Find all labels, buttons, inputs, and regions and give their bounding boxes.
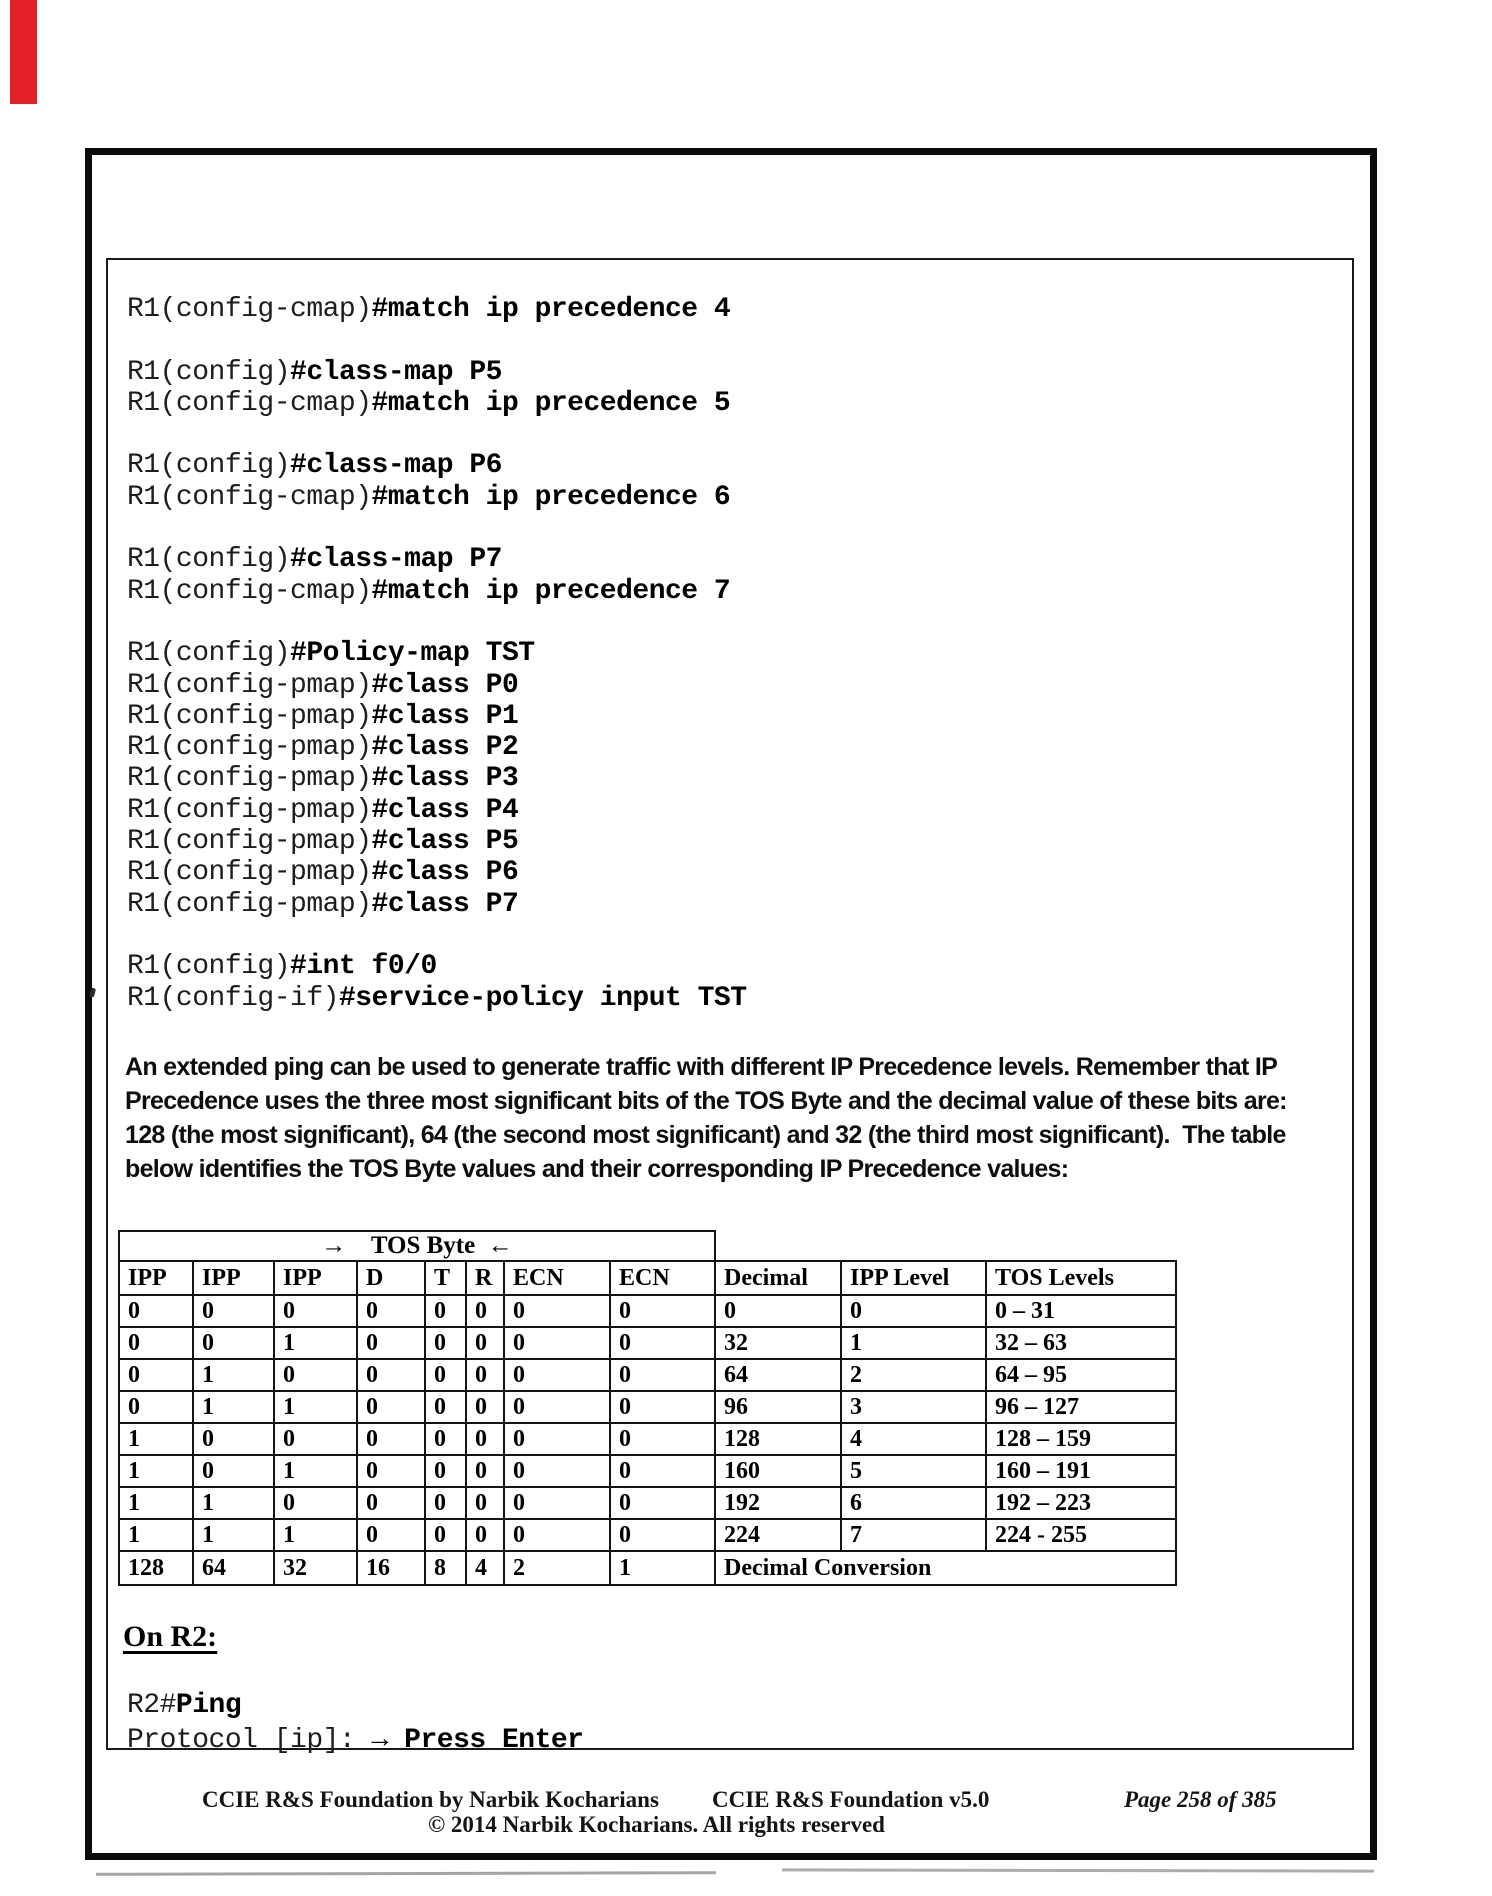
cli-line	[127, 325, 747, 356]
bit-cell: 0	[504, 1391, 610, 1423]
bit-cell: 0	[357, 1487, 425, 1519]
bit-cell: 0	[357, 1423, 425, 1455]
header-cell: ECN	[610, 1261, 715, 1295]
bit-cell: 0	[504, 1519, 610, 1551]
table-row	[119, 1359, 1176, 1391]
table-row	[119, 1327, 1176, 1359]
table-row	[119, 1391, 1176, 1423]
bit-cell: 1	[274, 1455, 357, 1487]
header-cell: ECN	[504, 1261, 610, 1295]
value-cell: 0 – 31	[986, 1295, 1176, 1327]
banner-spacer-cell	[715, 1231, 1176, 1261]
bit-cell: 0	[610, 1455, 715, 1487]
bit-cell: 1	[274, 1327, 357, 1359]
bit-cell: 0	[193, 1423, 274, 1455]
cli-output-top	[127, 294, 747, 1014]
bit-cell: 0	[466, 1455, 504, 1487]
bit-cell: 0	[274, 1295, 357, 1327]
value-cell: 96 – 127	[986, 1391, 1176, 1423]
cli-prompt-text: R1(config-cmap)	[127, 481, 372, 513]
bit-cell: 1	[193, 1391, 274, 1423]
bit-cell: 0	[274, 1487, 357, 1519]
bit-weight-cell: 2	[504, 1551, 610, 1585]
footer-version: CCIE R&S Foundation v5.0	[712, 1787, 990, 1812]
paragraph-line: below identifies the TOS Byte values and their corresponding IP Precedence values:	[125, 1155, 1069, 1183]
bit-cell: 0	[610, 1391, 715, 1423]
bit-cell: 0	[504, 1423, 610, 1455]
table-row	[119, 1455, 1176, 1487]
bit-cell: 0	[610, 1327, 715, 1359]
cli-prompt-text: R1(config-pmap)	[127, 700, 372, 732]
bit-cell: 0	[357, 1359, 425, 1391]
table-row	[119, 1423, 1176, 1455]
bit-cell: 0	[425, 1391, 466, 1423]
console-output-box	[106, 258, 1354, 1756]
cli-line	[127, 638, 747, 669]
value-cell: 2	[841, 1359, 986, 1391]
cli-line	[127, 294, 747, 325]
bit-cell: 0	[357, 1455, 425, 1487]
value-cell: 160	[715, 1455, 841, 1487]
cli-line	[127, 1688, 584, 1723]
bit-cell: 0	[425, 1359, 466, 1391]
cli-command-text: #class P7	[371, 888, 519, 920]
paragraph-line: 128 (the most significant), 64 (the second most significant) and 32 (the third most significant). The table	[125, 1121, 1286, 1149]
bit-cell: 0	[610, 1359, 715, 1391]
cli-line	[127, 951, 747, 982]
cli-line	[127, 763, 747, 794]
cli-prompt-text: R1(config-pmap)	[127, 826, 372, 858]
cli-prompt-text: R1(config-pmap)	[127, 763, 372, 795]
bit-cell: 0	[425, 1455, 466, 1487]
section-heading-text: On R2:	[123, 1620, 218, 1653]
tos-byte-banner-row	[119, 1231, 1176, 1261]
bit-cell: 0	[274, 1359, 357, 1391]
cli-line	[127, 357, 747, 388]
value-cell: 128 – 159	[986, 1423, 1176, 1455]
cli-command-text: #Policy-map TST	[290, 638, 535, 670]
cli-line	[127, 388, 747, 419]
bit-cell: 0	[466, 1359, 504, 1391]
value-cell: 32	[715, 1327, 841, 1359]
bit-cell: 0	[504, 1327, 610, 1359]
red-bookmark-tab	[10, 0, 37, 104]
cli-line	[127, 419, 747, 450]
paragraph-line: Precedence uses the three most significant bits of the TOS Byte and the decimal value of these bits are:	[125, 1087, 1287, 1115]
value-cell: 96	[715, 1391, 841, 1423]
value-cell: 1	[841, 1327, 986, 1359]
bit-cell: 1	[274, 1391, 357, 1423]
cli-line	[127, 576, 747, 607]
tos-byte-table	[118, 1230, 1177, 1586]
paragraph-line: An extended ping can be used to generate traffic with different IP Precedence levels. Remember that IP	[125, 1053, 1278, 1081]
value-cell: 128	[715, 1423, 841, 1455]
cli-command-text: #class-map P6	[290, 450, 502, 482]
cli-prompt-text: R2#	[127, 1690, 176, 1721]
cli-line	[127, 544, 747, 575]
bit-cell: 0	[119, 1391, 193, 1423]
bit-cell: 0	[504, 1295, 610, 1327]
table-row	[119, 1487, 1176, 1519]
cli-command-text: #class P2	[371, 732, 519, 764]
cli-command-text: #class P3	[371, 763, 519, 795]
value-cell: 3	[841, 1391, 986, 1423]
cli-prompt-text: R1(config)	[127, 544, 291, 576]
bit-weight-cell: 8	[425, 1551, 466, 1585]
cli-line	[127, 670, 747, 701]
cli-prompt-text: R1(config)	[127, 638, 291, 670]
bit-weight-cell: 32	[274, 1551, 357, 1585]
cli-prompt-text: R1(config-pmap)	[127, 732, 372, 764]
cli-line	[127, 513, 747, 544]
cli-line	[127, 857, 747, 888]
value-cell: 5	[841, 1455, 986, 1487]
bit-cell: 0	[504, 1359, 610, 1391]
bit-cell: 0	[357, 1295, 425, 1327]
header-row	[119, 1261, 1176, 1295]
cli-line	[127, 826, 747, 857]
bit-cell: 1	[119, 1455, 193, 1487]
bit-cell: 0	[119, 1295, 193, 1327]
value-cell: 64	[715, 1359, 841, 1391]
cli-line	[127, 983, 747, 1014]
bit-cell: 0	[119, 1359, 193, 1391]
cli-prompt-text: R1(config-pmap)	[127, 857, 372, 889]
cli-prompt-text: R1(config-cmap)	[127, 575, 372, 607]
cli-line	[127, 889, 747, 920]
cli-prompt-text: R1(config)	[127, 450, 291, 482]
value-cell: 6	[841, 1487, 986, 1519]
value-cell: 7	[841, 1519, 986, 1551]
table-row	[119, 1295, 1176, 1327]
cli-output-bottom	[127, 1688, 584, 1758]
bit-cell: 0	[466, 1295, 504, 1327]
cli-line	[127, 732, 747, 763]
cli-line	[127, 607, 747, 638]
bit-cell: 0	[610, 1423, 715, 1455]
cli-prompt-text: R1(config-cmap)	[127, 294, 372, 325]
cli-command-text: #match ip precedence 6	[371, 481, 731, 513]
scan-artifact-line	[782, 1868, 1374, 1872]
bit-cell: 0	[357, 1391, 425, 1423]
header-cell: IPP Level	[841, 1261, 986, 1295]
cli-command-text: #service-policy input TST	[338, 982, 747, 1014]
cli-line	[127, 450, 747, 481]
cli-command-text: #class P6	[371, 857, 519, 889]
cli-command-text: Press Enter	[404, 1725, 584, 1756]
header-cell: IPP	[119, 1261, 193, 1295]
bit-cell: 1	[193, 1487, 274, 1519]
cli-command-text: #class P4	[371, 794, 519, 826]
cli-command-text: #match ip precedence 4	[371, 294, 731, 325]
decimal-conversion-row	[119, 1551, 1176, 1585]
bit-cell: 0	[357, 1519, 425, 1551]
header-cell: Decimal	[715, 1261, 841, 1295]
bit-cell: 1	[119, 1487, 193, 1519]
bit-cell: 0	[466, 1423, 504, 1455]
body-paragraph	[125, 1050, 1287, 1186]
footer-book-title: CCIE R&S Foundation by Narbik Kocharians	[202, 1787, 659, 1812]
cli-prompt-text: R1(config-pmap)	[127, 794, 372, 826]
value-cell: 160 – 191	[986, 1455, 1176, 1487]
header-cell: D	[357, 1261, 425, 1295]
cli-command-text: #match ip precedence 7	[371, 575, 731, 607]
bit-cell: 0	[504, 1487, 610, 1519]
cli-command-text: #class P1	[371, 700, 519, 732]
value-cell: 224	[715, 1519, 841, 1551]
bit-weight-cell: 128	[119, 1551, 193, 1585]
header-cell: IPP	[274, 1261, 357, 1295]
cli-line	[127, 701, 747, 732]
bit-cell: 0	[425, 1423, 466, 1455]
scan-artifact-line	[96, 1871, 716, 1876]
bit-cell: 0	[274, 1423, 357, 1455]
cli-command-text: #class P5	[371, 826, 519, 858]
bit-weight-cell: 16	[357, 1551, 425, 1585]
bit-cell: 0	[504, 1455, 610, 1487]
bit-cell: 0	[357, 1327, 425, 1359]
cli-command-text: #class-map P7	[290, 544, 502, 576]
value-cell: 0	[841, 1295, 986, 1327]
value-cell: 192	[715, 1487, 841, 1519]
cli-prompt-text: R1(config-cmap)	[127, 387, 372, 419]
bit-cell: 0	[610, 1487, 715, 1519]
table-row	[119, 1519, 1176, 1551]
bit-cell: 1	[193, 1359, 274, 1391]
cli-line	[127, 482, 747, 513]
value-cell: 32 – 63	[986, 1327, 1176, 1359]
bit-cell: 0	[466, 1391, 504, 1423]
cli-command-text: Ping	[175, 1690, 242, 1721]
header-cell: T	[425, 1261, 466, 1295]
cli-prompt-text: Protocol [ip]:	[127, 1725, 372, 1756]
bit-cell: 1	[119, 1423, 193, 1455]
bit-cell: 0	[425, 1327, 466, 1359]
bit-cell: 0	[425, 1295, 466, 1327]
section-heading-on-r2	[123, 1620, 217, 1654]
cli-command-text: #class P0	[371, 669, 519, 701]
cli-line	[127, 1723, 584, 1758]
cli-prompt-text: R1(config-if)	[127, 982, 339, 1014]
bit-cell: 0	[466, 1519, 504, 1551]
bit-cell: 1	[119, 1519, 193, 1551]
cli-command-text: #class-map P5	[290, 356, 502, 388]
value-cell: 192 – 223	[986, 1487, 1176, 1519]
page-border-frame	[85, 148, 1377, 1860]
cli-line	[127, 795, 747, 826]
bit-cell: 0	[466, 1487, 504, 1519]
bit-cell: 0	[193, 1455, 274, 1487]
decimal-conversion-label-cell: Decimal Conversion	[715, 1551, 1176, 1585]
cli-prompt-text: R1(config)	[127, 951, 291, 983]
bit-weight-cell: 64	[193, 1551, 274, 1585]
header-cell: IPP	[193, 1261, 274, 1295]
bit-cell: 0	[610, 1295, 715, 1327]
bit-cell: 0	[119, 1327, 193, 1359]
footer-page-number: Page 258 of 385	[1124, 1787, 1277, 1812]
cli-command-text: #int f0/0	[290, 951, 437, 983]
value-cell: 0	[715, 1295, 841, 1327]
bit-cell: 0	[193, 1295, 274, 1327]
bit-weight-cell: 1	[610, 1551, 715, 1585]
bit-cell: 0	[425, 1487, 466, 1519]
cli-prompt-text: R1(config-pmap)	[127, 669, 372, 701]
footer-copyright: © 2014 Narbik Kocharians. All rights reserved	[428, 1812, 885, 1837]
tos-byte-banner-cell: → TOS Byte ←	[119, 1231, 715, 1261]
bit-weight-cell: 4	[466, 1551, 504, 1585]
value-cell: 4	[841, 1423, 986, 1455]
header-cell: R	[466, 1261, 504, 1295]
bit-cell: 0	[425, 1519, 466, 1551]
cli-prompt-text: R1(config-pmap)	[127, 888, 372, 920]
cli-prompt-text: R1(config)	[127, 356, 291, 388]
bit-cell: 0	[610, 1519, 715, 1551]
bit-cell: 1	[274, 1519, 357, 1551]
cli-command-text: →	[371, 1725, 405, 1756]
bit-cell: 0	[193, 1327, 274, 1359]
bit-cell: 0	[466, 1327, 504, 1359]
cli-line	[127, 920, 747, 951]
cli-command-text: #match ip precedence 5	[371, 387, 731, 419]
value-cell: 224 - 255	[986, 1519, 1176, 1551]
bit-cell: 1	[193, 1519, 274, 1551]
header-cell: TOS Levels	[986, 1261, 1176, 1295]
value-cell: 64 – 95	[986, 1359, 1176, 1391]
